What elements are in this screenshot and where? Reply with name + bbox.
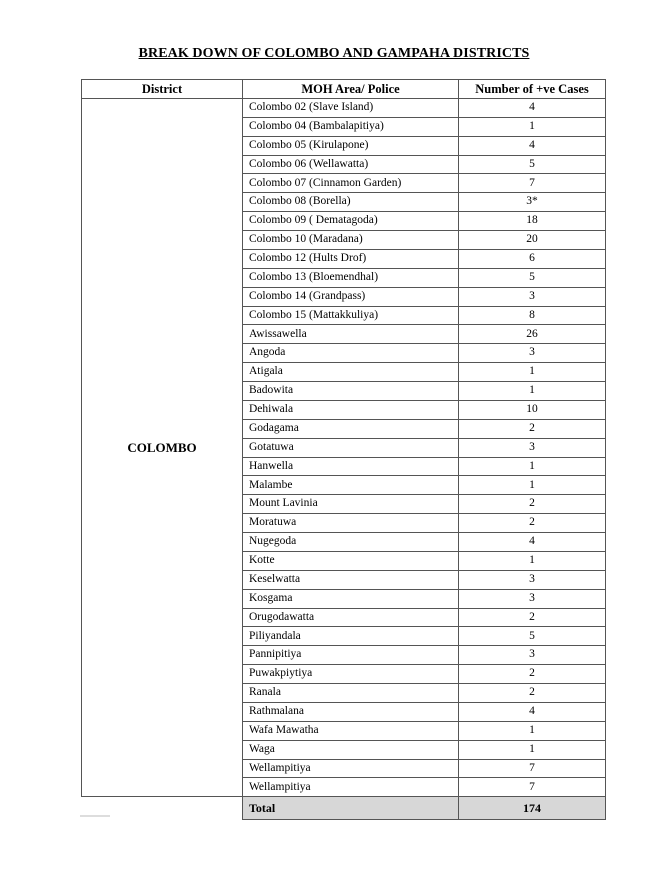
total-row: [82, 797, 606, 820]
moh-area-cell: Orugodawatta: [243, 608, 459, 627]
case-count-cell: 1: [459, 551, 606, 570]
moh-area-cell: Puwakpiytiya: [243, 665, 459, 684]
table-body: [82, 98, 606, 819]
header-cases: Number of +ve Cases: [459, 80, 606, 99]
case-count-cell: 4: [459, 702, 606, 721]
case-count-cell: 3: [459, 344, 606, 363]
case-count-cell: 4: [459, 533, 606, 552]
moh-area-cell: Colombo 12 (Hults Drof): [243, 249, 459, 268]
moh-area-cell: Colombo 07 (Cinnamon Garden): [243, 174, 459, 193]
district-breakdown-table: [81, 79, 606, 820]
total-label: Total: [243, 797, 459, 820]
moh-area-cell: Mount Lavinia: [243, 495, 459, 514]
case-count-cell: 2: [459, 684, 606, 703]
moh-area-cell: Wafa Mawatha: [243, 721, 459, 740]
case-count-cell: 2: [459, 495, 606, 514]
moh-area-cell: Ranala: [243, 684, 459, 703]
case-count-cell: 2: [459, 608, 606, 627]
case-count-cell: 18: [459, 212, 606, 231]
case-count-cell: 1: [459, 740, 606, 759]
moh-area-cell: Colombo 15 (Mattakkuliya): [243, 306, 459, 325]
case-count-cell: 3*: [459, 193, 606, 212]
table-header-row: [82, 80, 606, 99]
case-count-cell: 5: [459, 268, 606, 287]
header-district: District: [82, 80, 243, 99]
case-count-cell: 6: [459, 249, 606, 268]
moh-area-cell: Wellampitiya: [243, 759, 459, 778]
moh-area-cell: Dehiwala: [243, 400, 459, 419]
case-count-cell: 7: [459, 778, 606, 797]
case-count-cell: 3: [459, 570, 606, 589]
case-count-cell: 1: [459, 457, 606, 476]
moh-area-cell: Wellampitiya: [243, 778, 459, 797]
case-count-cell: 7: [459, 759, 606, 778]
district-cell: COLOMBO: [82, 98, 243, 796]
moh-area-cell: Piliyandala: [243, 627, 459, 646]
moh-area-cell: Colombo 02 (Slave Island): [243, 98, 459, 117]
moh-area-cell: Awissawella: [243, 325, 459, 344]
moh-area-cell: Kosgama: [243, 589, 459, 608]
moh-area-cell: Rathmalana: [243, 702, 459, 721]
case-count-cell: 4: [459, 136, 606, 155]
case-count-cell: 1: [459, 382, 606, 401]
case-count-cell: 1: [459, 476, 606, 495]
case-count-cell: 5: [459, 627, 606, 646]
table-row: [82, 98, 606, 117]
case-count-cell: 2: [459, 419, 606, 438]
case-count-cell: 4: [459, 98, 606, 117]
document-title: BREAK DOWN OF COLOMBO AND GAMPAHA DISTRICTS: [138, 46, 530, 61]
case-count-cell: 2: [459, 665, 606, 684]
moh-area-cell: Colombo 05 (Kirulapone): [243, 136, 459, 155]
total-value: 174: [459, 797, 606, 820]
moh-area-cell: Moratuwa: [243, 514, 459, 533]
moh-area-cell: Colombo 09 ( Dematagoda): [243, 212, 459, 231]
moh-area-cell: Waga: [243, 740, 459, 759]
case-count-cell: 7: [459, 174, 606, 193]
case-count-cell: 10: [459, 400, 606, 419]
case-count-cell: 1: [459, 721, 606, 740]
moh-area-cell: Keselwatta: [243, 570, 459, 589]
case-count-cell: 3: [459, 646, 606, 665]
case-count-cell: 26: [459, 325, 606, 344]
moh-area-cell: Malambe: [243, 476, 459, 495]
case-count-cell: 2: [459, 514, 606, 533]
moh-area-cell: Colombo 08 (Borella): [243, 193, 459, 212]
moh-area-cell: Badowita: [243, 382, 459, 401]
case-count-cell: 3: [459, 438, 606, 457]
moh-area-cell: Colombo 10 (Maradana): [243, 231, 459, 250]
moh-area-cell: Kotte: [243, 551, 459, 570]
case-count-cell: 3: [459, 589, 606, 608]
moh-area-cell: Colombo 13 (Bloemendhal): [243, 268, 459, 287]
moh-area-cell: Hanwella: [243, 457, 459, 476]
case-count-cell: 3: [459, 287, 606, 306]
moh-area-cell: Gotatuwa: [243, 438, 459, 457]
moh-area-cell: Colombo 04 (Bambalapitiya): [243, 117, 459, 136]
moh-area-cell: Godagama: [243, 419, 459, 438]
header-moh-area: MOH Area/ Police: [243, 80, 459, 99]
moh-area-cell: Nugegoda: [243, 533, 459, 552]
moh-area-cell: Colombo 14 (Grandpass): [243, 287, 459, 306]
case-count-cell: 1: [459, 363, 606, 382]
scan-artifact: [80, 815, 110, 817]
case-count-cell: 8: [459, 306, 606, 325]
moh-area-cell: Atigala: [243, 363, 459, 382]
case-count-cell: 1: [459, 117, 606, 136]
moh-area-cell: Colombo 06 (Wellawatta): [243, 155, 459, 174]
case-count-cell: 20: [459, 231, 606, 250]
moh-area-cell: Pannipitiya: [243, 646, 459, 665]
case-count-cell: 5: [459, 155, 606, 174]
moh-area-cell: Angoda: [243, 344, 459, 363]
